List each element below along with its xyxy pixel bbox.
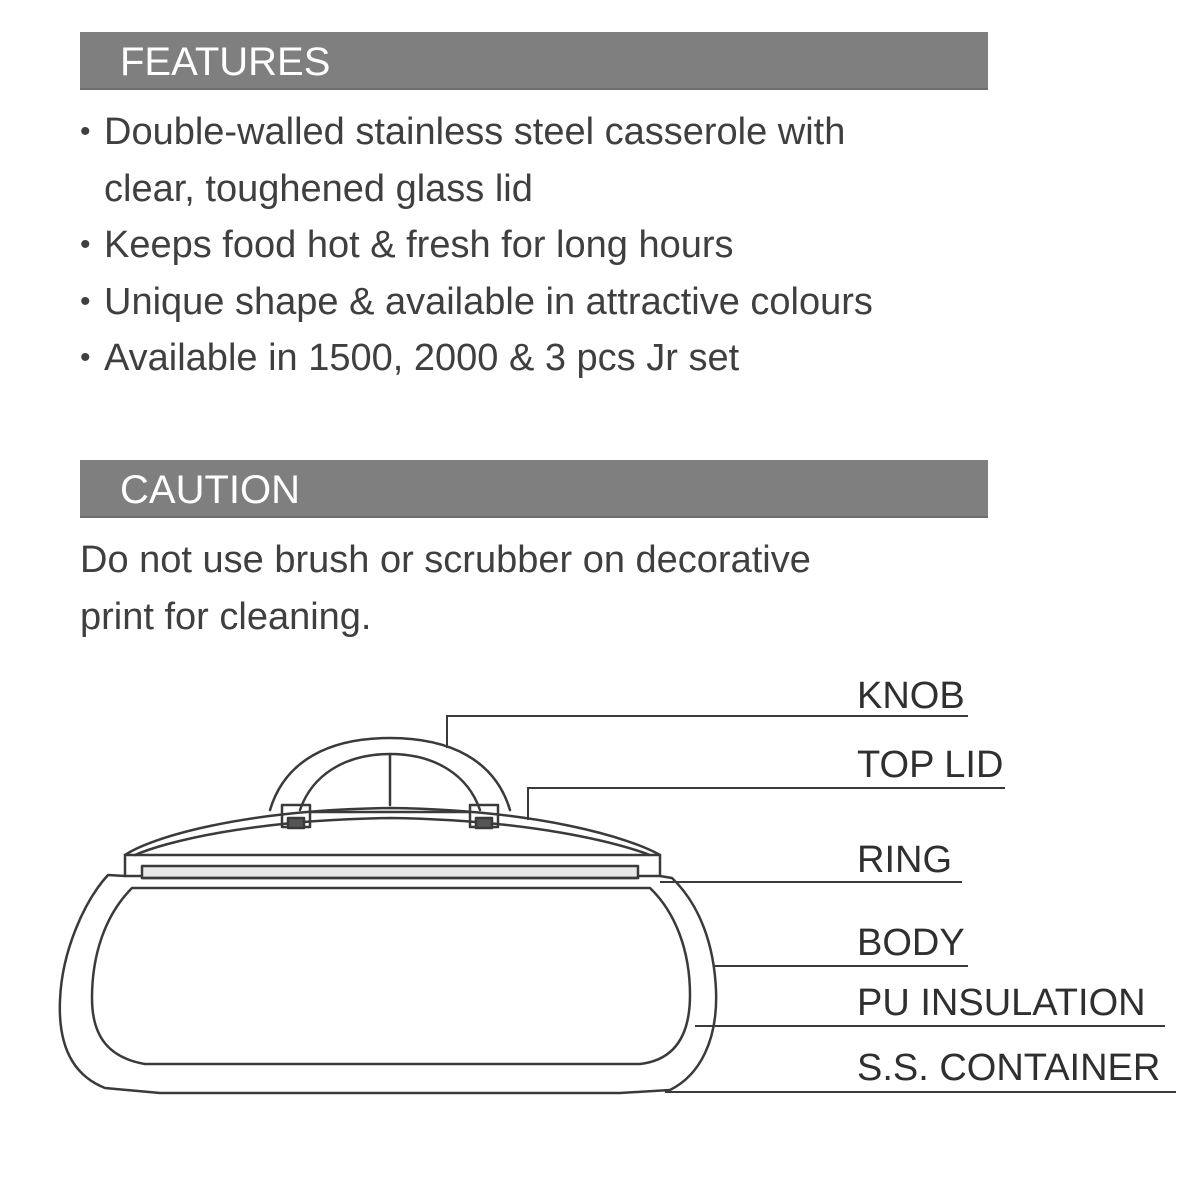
- top-lid-outer: [125, 808, 660, 855]
- bullet: •: [80, 115, 91, 148]
- knob-right-clip: [476, 818, 492, 828]
- top-lid-label: TOP LID: [857, 744, 1004, 786]
- pu-insulation-label: PU INSULATION: [857, 982, 1146, 1024]
- feature-item: [80, 330, 1004, 387]
- ring-inner-band: [142, 866, 638, 878]
- body-label: BODY: [857, 922, 965, 964]
- ring-label: RING: [857, 839, 952, 881]
- feature-text: Double-walled stainless steel casserole with: [104, 111, 846, 153]
- feature-text: Unique shape & available in attractive colours: [104, 280, 873, 323]
- caution-heading: CAUTION: [80, 460, 988, 518]
- top-lid-inner: [135, 818, 650, 855]
- feature-list: [80, 104, 1004, 387]
- caution-text: [80, 532, 960, 646]
- feature-text-continued: clear, toughened glass lid: [104, 167, 533, 210]
- knob-label: KNOB: [857, 675, 965, 717]
- bullet: •: [80, 341, 91, 374]
- ss-container-label: S.S. CONTAINER: [857, 1047, 1161, 1089]
- knob-left-clip: [288, 818, 304, 828]
- feature-item: [80, 274, 1004, 331]
- feature-text: Available in 1500, 2000 & 3 pcs Jr set: [104, 337, 740, 379]
- caution-line: print for cleaning.: [80, 596, 372, 638]
- feature-item: [80, 217, 1004, 274]
- casserole-diagram: [0, 650, 1200, 1200]
- bullet: •: [80, 228, 91, 261]
- top-lid-leader: [528, 788, 1005, 820]
- feature-text: Keeps food hot & fresh for long hours: [104, 224, 734, 266]
- features-heading: FEATURES: [80, 32, 988, 90]
- feature-item: [80, 104, 1004, 217]
- body-outer-shell: [60, 875, 716, 1093]
- caution-line: Do not use brush or scrubber on decorative: [80, 539, 811, 581]
- bullet: •: [80, 284, 91, 318]
- ss-container-wall: [92, 888, 690, 1064]
